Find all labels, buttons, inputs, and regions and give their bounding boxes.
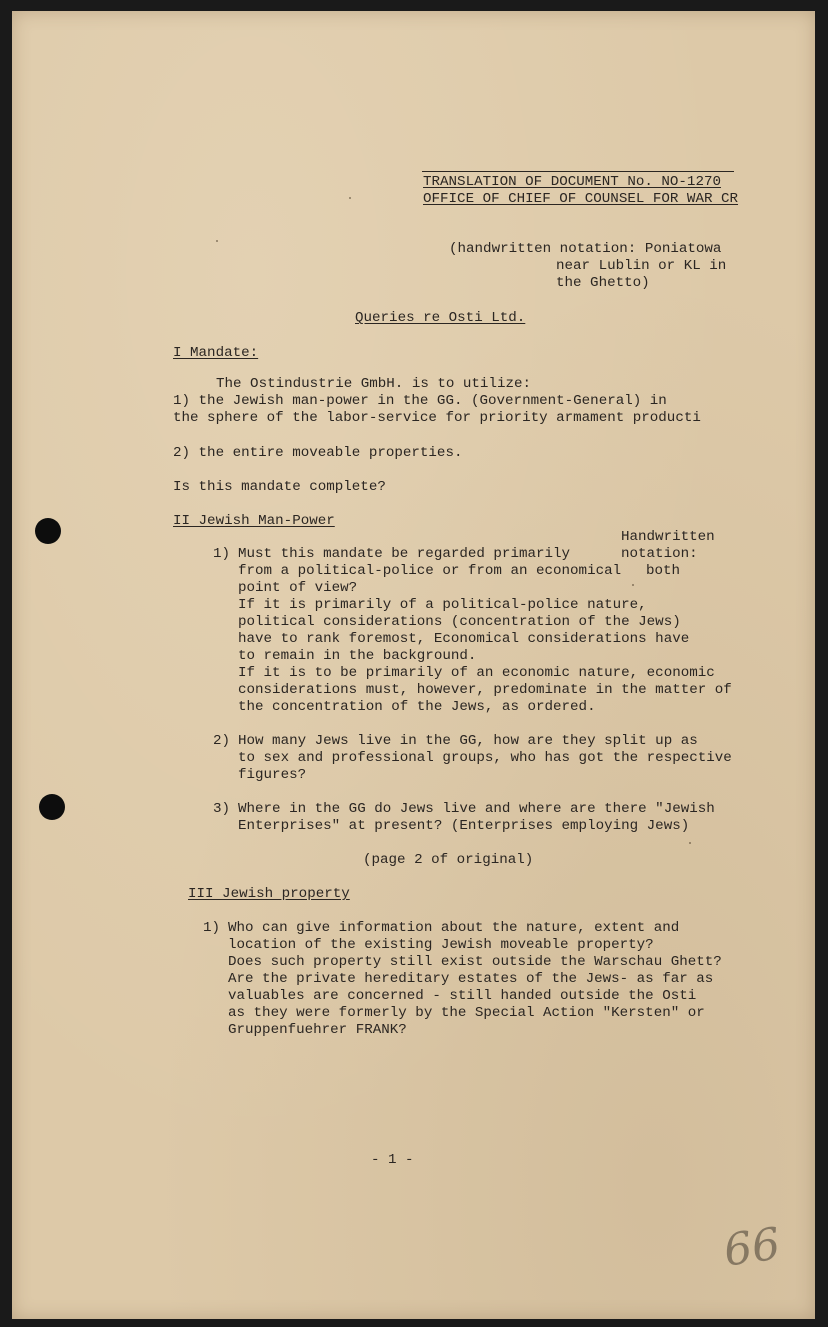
section-1-question: Is this mandate complete?	[173, 479, 386, 495]
section-2-item-1-line: the concentration of the Jews, as ordered.	[238, 699, 596, 715]
section-3-item-1-line: Are the private hereditary estates of the Jews- as far as	[228, 971, 714, 987]
section-2-item-3-number: 3)	[213, 801, 231, 817]
handwritten-folio-number: 66	[720, 1218, 784, 1277]
section-1-item-1-line-2: the sphere of the labor-service for priority armament producti	[173, 410, 701, 426]
section-2-item-2-line: figures?	[238, 767, 307, 783]
paper-speck	[632, 584, 634, 586]
original-page-marker: (page 2 of original)	[363, 852, 534, 868]
side-note-line-2: notation:	[621, 546, 698, 562]
section-2-heading: II Jewish Man-Power	[173, 513, 335, 529]
section-2-item-1-line: Must this mandate be regarded primarily	[238, 546, 571, 562]
section-2-item-2-line: How many Jews live in the GG, how are they split up as	[238, 733, 698, 749]
section-3-item-1-line: Gruppenfuehrer FRANK?	[228, 1022, 407, 1038]
paper-speck	[689, 842, 691, 844]
page-number: - 1 -	[371, 1152, 414, 1168]
paper-speck	[349, 197, 351, 199]
section-2-item-1-number: 1)	[213, 546, 231, 562]
section-2-item-1-line: considerations must, however, predominate in the matter of	[238, 682, 732, 698]
header-line-1: TRANSLATION OF DOCUMENT No. NO-1270	[423, 174, 721, 190]
punch-hole-upper	[35, 518, 61, 544]
section-3-item-1-line: as they were formerly by the Special Action "Kersten" or	[228, 1005, 705, 1021]
notation-line-2: near Lublin or KL in	[556, 258, 727, 274]
section-2-item-1-line: to remain in the background.	[238, 648, 477, 664]
paper-speck	[216, 240, 218, 242]
section-2-item-1-line: If it is to be primarily of an economic nature, economic	[238, 665, 715, 681]
section-2-item-2-line: to sex and professional groups, who has got the respective	[238, 750, 732, 766]
section-2-item-1-line: political considerations (concentration of the Jews)	[238, 614, 681, 630]
section-1-item-1-line-1: 1) the Jewish man-power in the GG. (Government-General) in	[173, 393, 667, 409]
section-2-item-1-line: If it is primarily of a political-police nature,	[238, 597, 647, 613]
notation-line-1: (handwritten notation: Poniatowa	[449, 241, 722, 257]
section-3-item-1-line: Who can give information about the nature, extent and	[228, 920, 680, 936]
side-note-line-1: Handwritten	[621, 529, 715, 545]
notation-line-3: the Ghetto)	[556, 275, 650, 291]
section-1-heading: I Mandate:	[173, 345, 259, 361]
punch-hole-lower	[39, 794, 65, 820]
section-1-intro: The Ostindustrie GmbH. is to utilize:	[216, 376, 532, 392]
section-3-item-1-number: 1)	[203, 920, 221, 936]
section-2-item-1-line: have to rank foremost, Economical considerations have	[238, 631, 690, 647]
section-2-item-3-line: Enterprises" at present? (Enterprises employing Jews)	[238, 818, 690, 834]
section-2-item-3-line: Where in the GG do Jews live and where are there "Jewish	[238, 801, 715, 817]
side-note-line-3: both	[646, 563, 681, 579]
section-3-item-1-line: location of the existing Jewish moveable property?	[228, 937, 654, 953]
section-2-item-2-number: 2)	[213, 733, 231, 749]
section-2-item-1-line: from a political-police or from an economical	[238, 563, 622, 579]
document-title: Queries re Osti Ltd.	[355, 310, 526, 326]
section-3-heading: III Jewish property	[188, 886, 350, 902]
section-3-item-1-line: Does such property still exist outside the Warschau Ghett?	[228, 954, 722, 970]
header-line-2: OFFICE OF CHIEF OF COUNSEL FOR WAR CR	[423, 191, 739, 207]
section-2-item-1-line: point of view?	[238, 580, 358, 596]
section-1-item-2: 2) the entire moveable properties.	[173, 445, 463, 461]
header-rule-top	[422, 171, 734, 172]
section-3-item-1-line: valuables are concerned - still handed outside the Osti	[228, 988, 697, 1004]
